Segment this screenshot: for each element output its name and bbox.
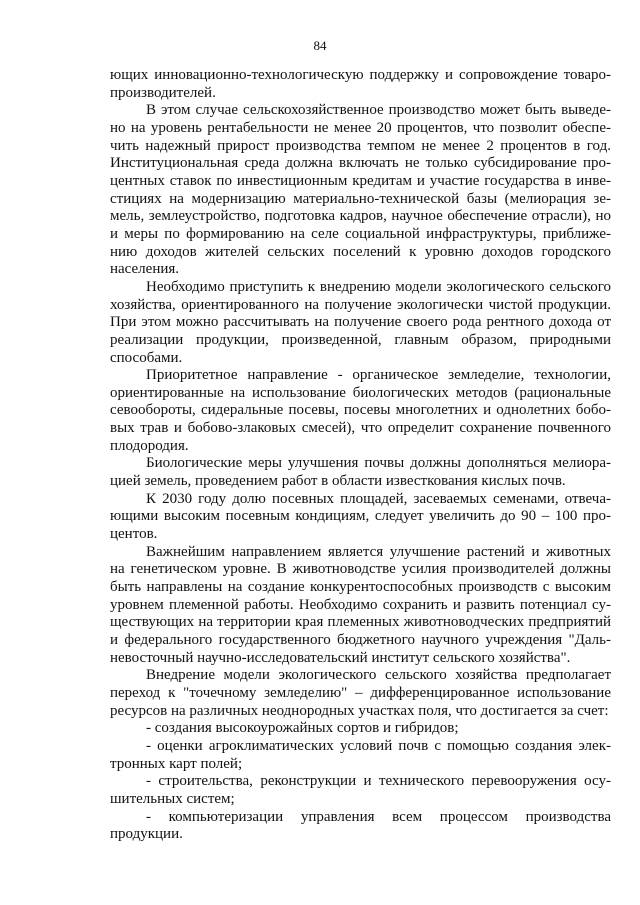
paragraph-organic-farming: Приоритетное направление - органическое земледелие, технологии, ориентированные на использование биологических методов (рациональные севообороты, сидеральные посевы, посевы многолетних и однолетних бобовых трав и бобово-злаковых смесей), что определит сохранение почвенного плодородия. xyxy=(110,367,611,454)
paragraph-profitability: В этом случае сельскохозяйственное производство может быть выведено на уровень рентабельности не менее 20 процентов, что позволит обеспечить надежный прирост производства темпом не менее 2 процентов в год. Институциональная среда должна включать не только субсидирование процентных ставок по инвестиционным кредитам и участие государства в инвестициях на модернизацию материально-технической базы (мелиорация земель, землеустройство, подготовка кадров, научное обеспечение отрасли), но и меры по формированию на селе социальной инфраструктуры, приближению доходов жителей сельских поселений к уровню доходов городского населения. xyxy=(110,102,611,278)
list-item: - создания высокоурожайных сортов и гибридов; xyxy=(146,720,459,737)
list-item: - компьютеризации управления всем процессом производства продукции. xyxy=(110,808,611,843)
body-text xyxy=(110,67,611,844)
list-item: - оценки агроклиматических условий почв с помощью создания электронных карт полей; xyxy=(110,737,611,772)
paragraph-ecological-model: Необходимо приступить к внедрению модели экологического сельского хозяйства, ориентированного на получение экологически чистой продукции. При этом можно рассчитывать на получение своего рода рентного дохода от реализации продукции, произведенной, главным образом, природными способами. xyxy=(110,278,611,366)
paragraph-seed-target: К 2030 году долю посевных площадей, засеваемых семенами, отвечающими высоким посевным кондициям, следует увеличить до 90 – 100 процентов. xyxy=(110,490,611,543)
paragraph-soil-measures: Биологические меры улучшения почвы должны дополняться мелиорацией земель, проведением работ в области известкования кислых почв. xyxy=(110,455,611,490)
page-number: 84 xyxy=(313,38,327,53)
paragraph-precision-farming: Внедрение модели экологического сельского хозяйства предполагает переход к "точечному земледелию" – дифференцированное использование ресурсов на различных неоднородных участках поля, что достигается за счет: xyxy=(110,667,611,719)
paragraph-genetics: Важнейшим направлением является улучшение растений и животных на генетическом уровне. В животноводстве усилия производителей должны быть направлены на создание конкурентоспособных производств с высоким уровнем племенной работы. Необходимо сохранить и развить потенциал существующих на территории края племенных животноводческих предприятий и федерального государственного бюджетного научного учреждения "Дальневосточный научно-исследовательский институт сельского хозяйства". xyxy=(110,543,611,666)
list-item: - строительства, реконструкции и технического перевооружения осушительных систем; xyxy=(110,773,611,807)
paragraph-continuation: ющих инновационно-технологическую поддержку и сопровождение товаропроизводителей. xyxy=(110,67,611,101)
